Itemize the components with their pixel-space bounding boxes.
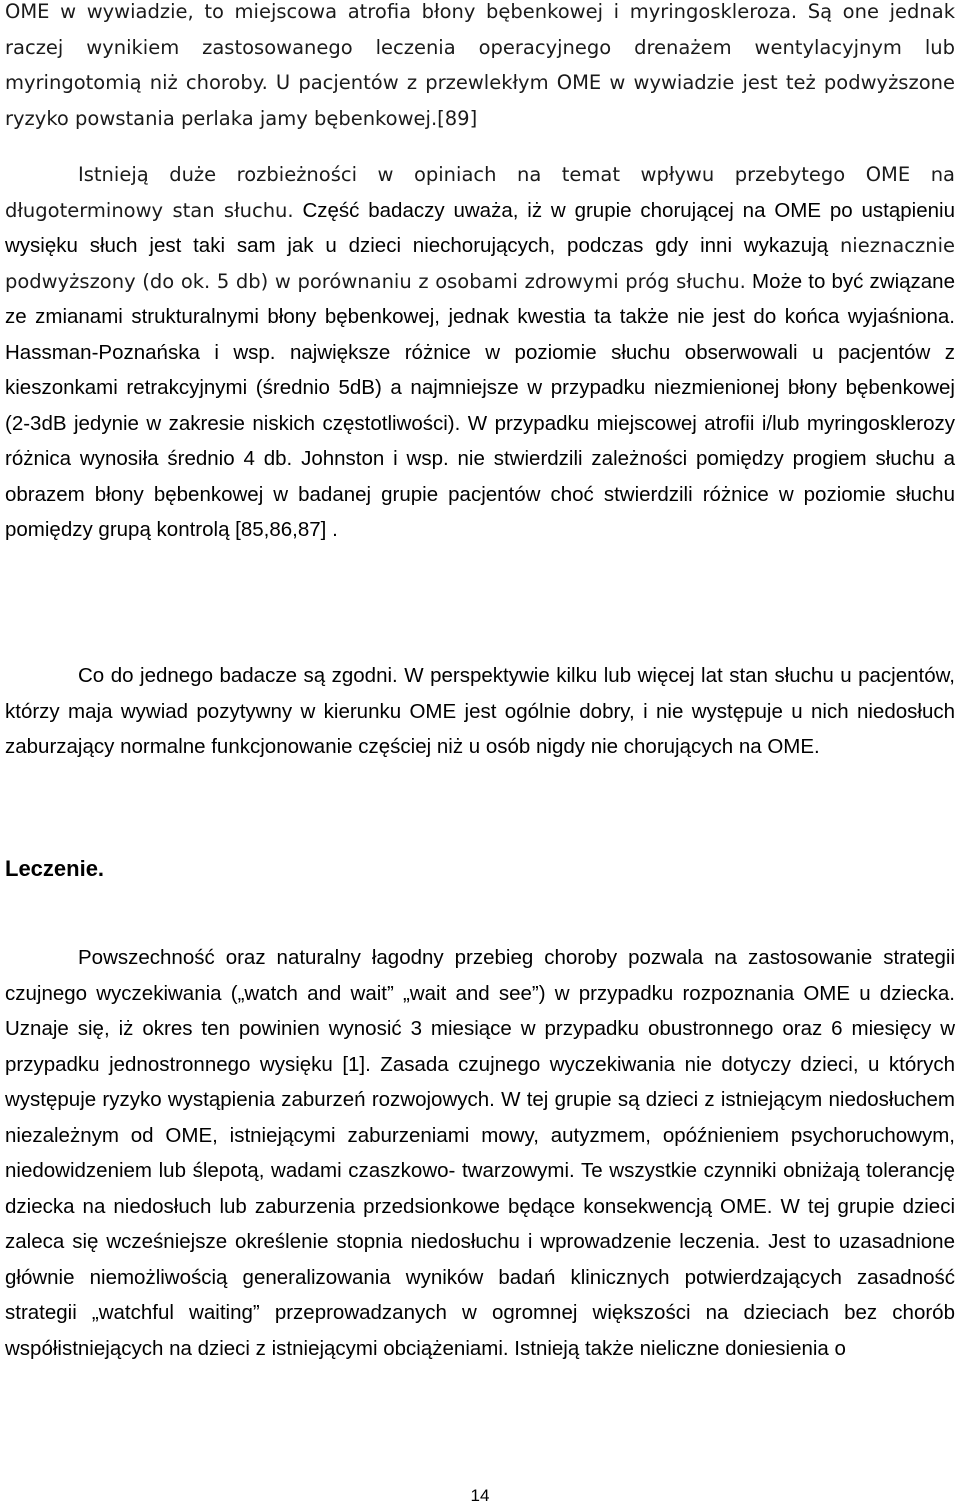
section-heading: Leczenie. [5, 856, 105, 881]
paragraph-1: OME w wywiadzie, to miejscowa atrofia błony bębenkowej i myringoskleroza. Są one jednak raczej wynikiem zastosowanego leczenia operacyjnego drenażem wentylacyjnym lub myringotomią niż choroby. U pacjentów z przewlekłym OME w wywiadzie jest też podwyższone ryzyko powstania perlaka jamy bębenkowej.[89] [5, 0, 955, 130]
paragraph-2-segment-4: Może to być związane ze zmianami strukturalnymi błony bębenkowej, jednak kwestia ta także nie jest do końca wyjaśniona. Hassman-Poznańska i wsp. największe różnice w poziomie słuchu obserwowali u pacjentów z kieszonkami retrakcyjnymi (średnio 5dB) a najmniejsze w przypadku niezmienionej błony bębenkowej (2-3dB jedynie w zakresie niskich częstotliwości). W przypadku miejscowej atrofii i/lub myringosklerozy różnica wynosiła średnio 4 db. Johnston i wsp. nie stwierdzili zależności pomiędzy progiem słuchu a obrazem błony bębenkowej w badanej grupie pacjentów choć stwierdzili różnice w poziomie słuchu pomiędzy grupą kontrolą [85,86,87] . [5, 269, 955, 541]
page-number: 14 [470, 1486, 490, 1505]
paragraph-2 [5, 157, 955, 548]
paragraph-2-segment-3: nieznacznie podwyższony (do ok. 5 db) w porównaniu z osobami zdrowymi próg słuchu. [5, 234, 955, 293]
paragraph-3: Co do jednego badacze są zgodni. W perspektywie kilku lub więcej lat stan słuchu u pacjentów, którzy maja wywiad pozytywny w kierunku OME jest ogólnie dobry, i nie występuje u nich niedosłuch zaburzający normalne funkcjonowanie częściej niż u osób nigdy nie chorujących na OME. [5, 664, 955, 758]
paragraph-4: Powszechność oraz naturalny łagodny przebieg choroby pozwala na zastosowanie strategii czujnego wyczekiwania („watch and wait” „wait and see”) w przypadku rozpoznania OME u dziecka. Uznaje się, iż okres ten powinien wynosić 3 miesiące w przypadku obustronnego oraz 6 miesięcy w przypadku jednostronnego wysięku [1]. Zasada czujnego wyczekiwania nie dotyczy dzieci, u których występuje ryzyko wystąpienia zaburzeń rozwojowych. W tej grupie są dzieci z istniejącym niedosłuchem niezależnym od OME, istniejącymi zaburzeniami mowy, autyzmem, opóźnieniem psychoruchowym, niedowidzeniem lub ślepotą, wadami czaszkowo- twarzowymi. Te wszystkie czynniki obniżają tolerancję dziecka na niedosłuch lub zaburzenia przedsionkowe będące konsekwencją OME. W tej grupie dzieci zaleca się wcześniejsze określenie stopnia niedosłuchu i wprowadzenie leczenia. Jest to uzasadnione głównie niemożliwością generalizowania wyników badań klinicznych potwierdzających zasadność strategii „watchful waiting” przeprowadzanych w ogromnej większości na dzieciach bez chorób współistniejących na dzieci z istniejącymi obciążeniami. Istnieją także nieliczne doniesienia o [5, 946, 955, 1360]
paragraph-2-segment-1: Istnieją duże rozbieżności w opiniach na temat wpływu przebytego OME na długoterminowy stan słuchu. [5, 163, 955, 222]
paragraph-2-segment-2: Część badaczy uważa, iż w grupie chorującej na OME po ustąpieniu wysięku słuch jest taki sam jak u dzieci niechorujących, podczas gdy inni wykazują [5, 198, 955, 257]
